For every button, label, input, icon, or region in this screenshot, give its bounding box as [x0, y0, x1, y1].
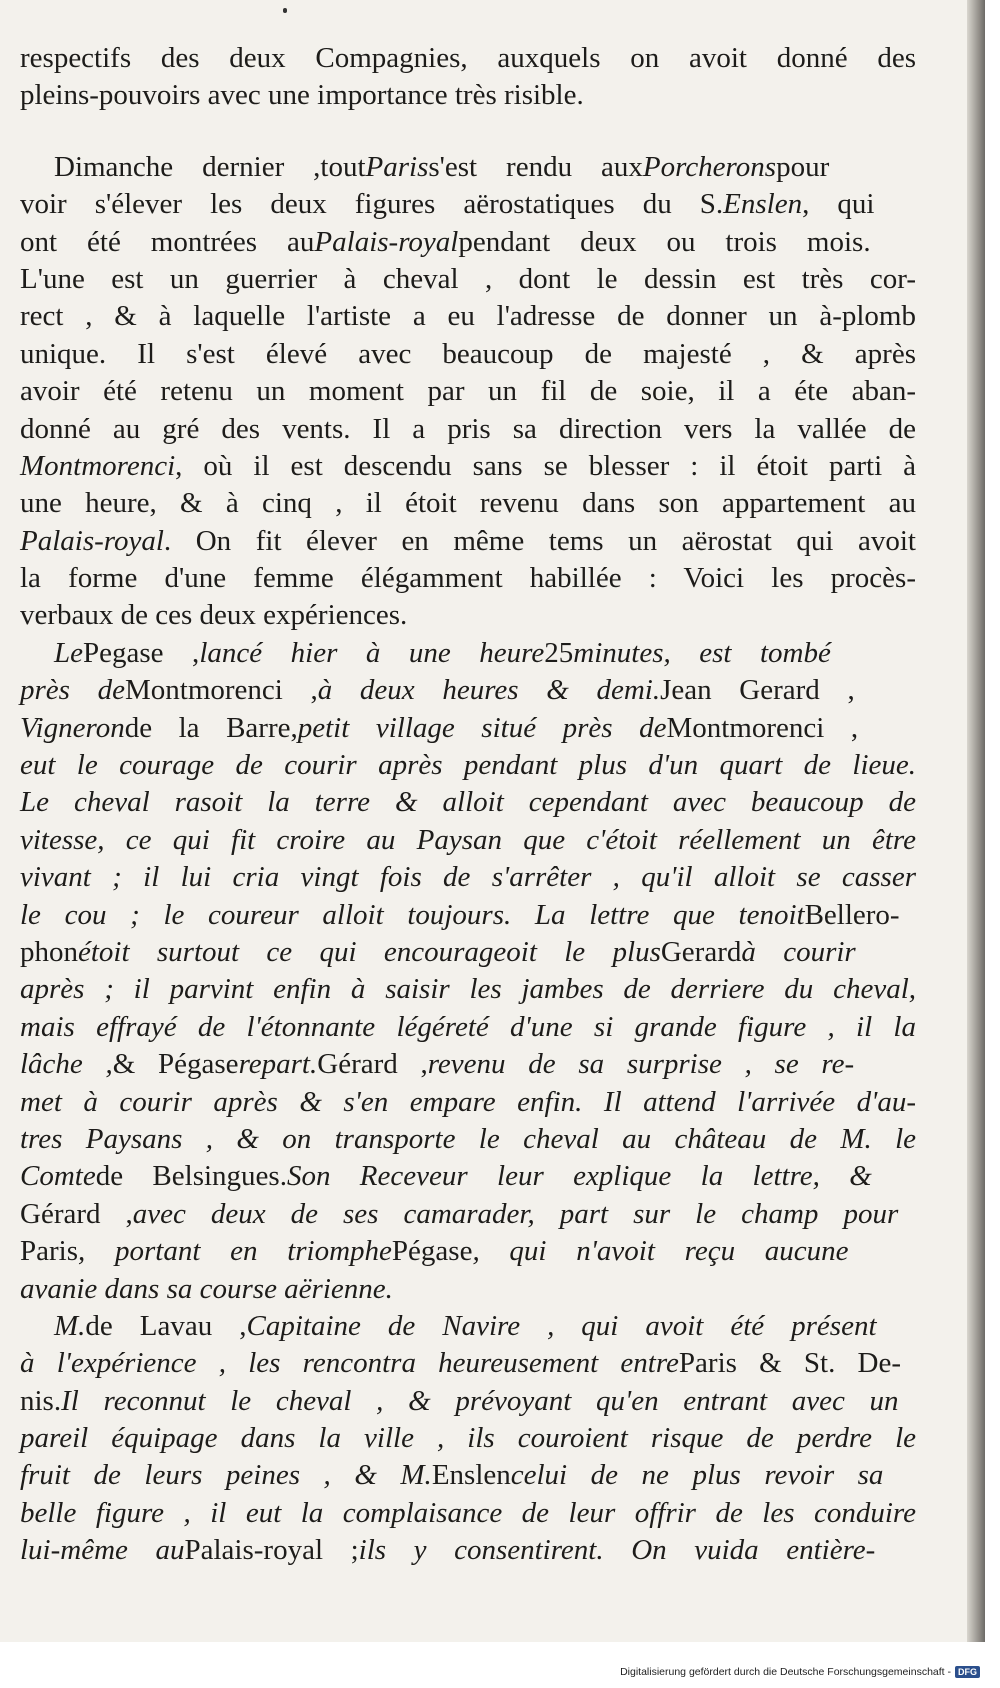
text-line — [20, 77, 916, 114]
text-line: Palais-royal. On fit élever en même tems un aërostat qui avoit — [20, 524, 916, 557]
text-line: la forme d'une femme élégamment habillée : Voici les procès- — [20, 562, 916, 595]
digitization-footer — [620, 1666, 980, 1678]
text-line: nis.Il reconnut le cheval , & prévoyant qu'en entrant avec un — [20, 1384, 899, 1417]
text-line: phonétoit surtout ce qui encourageoit le plusGerardà courir — [20, 935, 856, 968]
text-line: met à courir après & s'en empare enfin. Il attend l'arrivée d'au- — [20, 1085, 916, 1118]
page-edge-shadow — [967, 0, 985, 1642]
text-line: M.de Lavau ,Capitaine de Navire , qui avoit été présent — [54, 1309, 877, 1342]
text-line: Le cheval rasoit la terre & alloit cependant avec beaucoup de — [20, 786, 916, 819]
text-line: Gérard ,avec deux de ses camarader, part sur le champ pour — [20, 1197, 899, 1230]
line-text: respectifs des deux Compagnies, auxquels on avoit donné des — [20, 42, 916, 74]
text-line: donné au gré des vents. Il a pris sa direction vers la vallée de — [20, 412, 916, 445]
text-line: une heure, & à cinq , il étoit revenu dans son appartement au — [20, 487, 916, 520]
text-line: Montmorenci, où il est descendu sans se blesser : il étoit parti à — [20, 449, 916, 482]
text-line: Vigneronde la Barre,petit village situé près deMontmorenci , — [20, 711, 859, 744]
text-line — [20, 40, 916, 77]
text-line: vivant ; il lui cria vingt fois de s'arrêter , qu'il alloit se casser — [20, 861, 916, 894]
text-line: près deMontmorenci ,à deux heures & demi.Jean Gerard , — [20, 674, 855, 707]
text-line: LePegase ,lancé hier à une heure25minutes, est tombé — [54, 636, 831, 669]
text-line: lui-même auPalais-royal ;ils y consentirent. On vuida entière- — [20, 1534, 876, 1567]
text-line: vitesse, ce qui fit croire au Paysan que c'étoit réellement un être — [20, 823, 916, 856]
text-line: eut le courage de courir après pendant plus d'un quart de lieue. — [20, 749, 916, 782]
text-line: L'une est un guerrier à cheval , dont le dessin est très cor- — [20, 262, 916, 295]
footer-text: Digitalisierung gefördert durch die Deutsche Forschungsgemeinschaft - — [620, 1666, 951, 1678]
text-line: Paris, portant en triomphePégase, qui n'avoit reçu aucune — [20, 1235, 849, 1268]
text-line: le cou ; le coureur alloit toujours. La lettre que tenoitBellero- — [20, 898, 900, 931]
text-line: Comtede Belsingues.Son Receveur leur explique la lettre, & — [20, 1160, 872, 1193]
ink-mark — [283, 8, 287, 13]
text-line: après ; il parvint enfin à saisir les jambes de derriere du cheval, — [20, 973, 916, 1006]
text-line: voir s'élever les deux figures aërostatiques du S.Enslen, qui — [20, 188, 875, 221]
text-line: rect , & à laquelle l'artiste a eu l'adresse de donner un à-plomb — [20, 300, 916, 333]
body-text — [20, 40, 916, 1570]
text-line: ont été montrées auPalais-royalpendant deux ou trois mois. — [20, 225, 871, 258]
text-line: Dimanche dernier ,toutPariss'est rendu auxPorcheronspour — [54, 150, 830, 183]
text-line: avanie dans sa course aërienne. — [20, 1272, 393, 1305]
line-text: pleins-pouvoirs avec une importance très risible. — [20, 79, 584, 112]
text-line: belle figure , il eut la complaisance de leur offrir de les conduire — [20, 1496, 916, 1529]
text-line: unique. Il s'est élevé avec beaucoup de majesté , & après — [20, 337, 916, 370]
text-line: à l'expérience , les rencontra heureusement entreParis & St. De- — [20, 1347, 902, 1380]
text-line: verbaux de ces deux expériences. — [20, 599, 408, 632]
text-line: lâche ,& Pégaserepart.Gérard ,revenu de sa surprise , se re- — [20, 1048, 855, 1081]
text-line: mais effrayé de l'étonnante légéreté d'une si grande figure , il la — [20, 1010, 916, 1043]
text-line: avoir été retenu un moment par un fil de soie, il a éte aban- — [20, 375, 916, 408]
text-line: pareil équipage dans la ville , ils couroient risque de perdre le — [20, 1422, 916, 1455]
text-line: tres Paysans , & on transporte le cheval au château de M. le — [20, 1122, 916, 1155]
dfg-logo: DFG — [955, 1666, 980, 1678]
text-line: fruit de leurs peines , & M.Enslencelui de ne plus revoir sa — [20, 1459, 884, 1492]
